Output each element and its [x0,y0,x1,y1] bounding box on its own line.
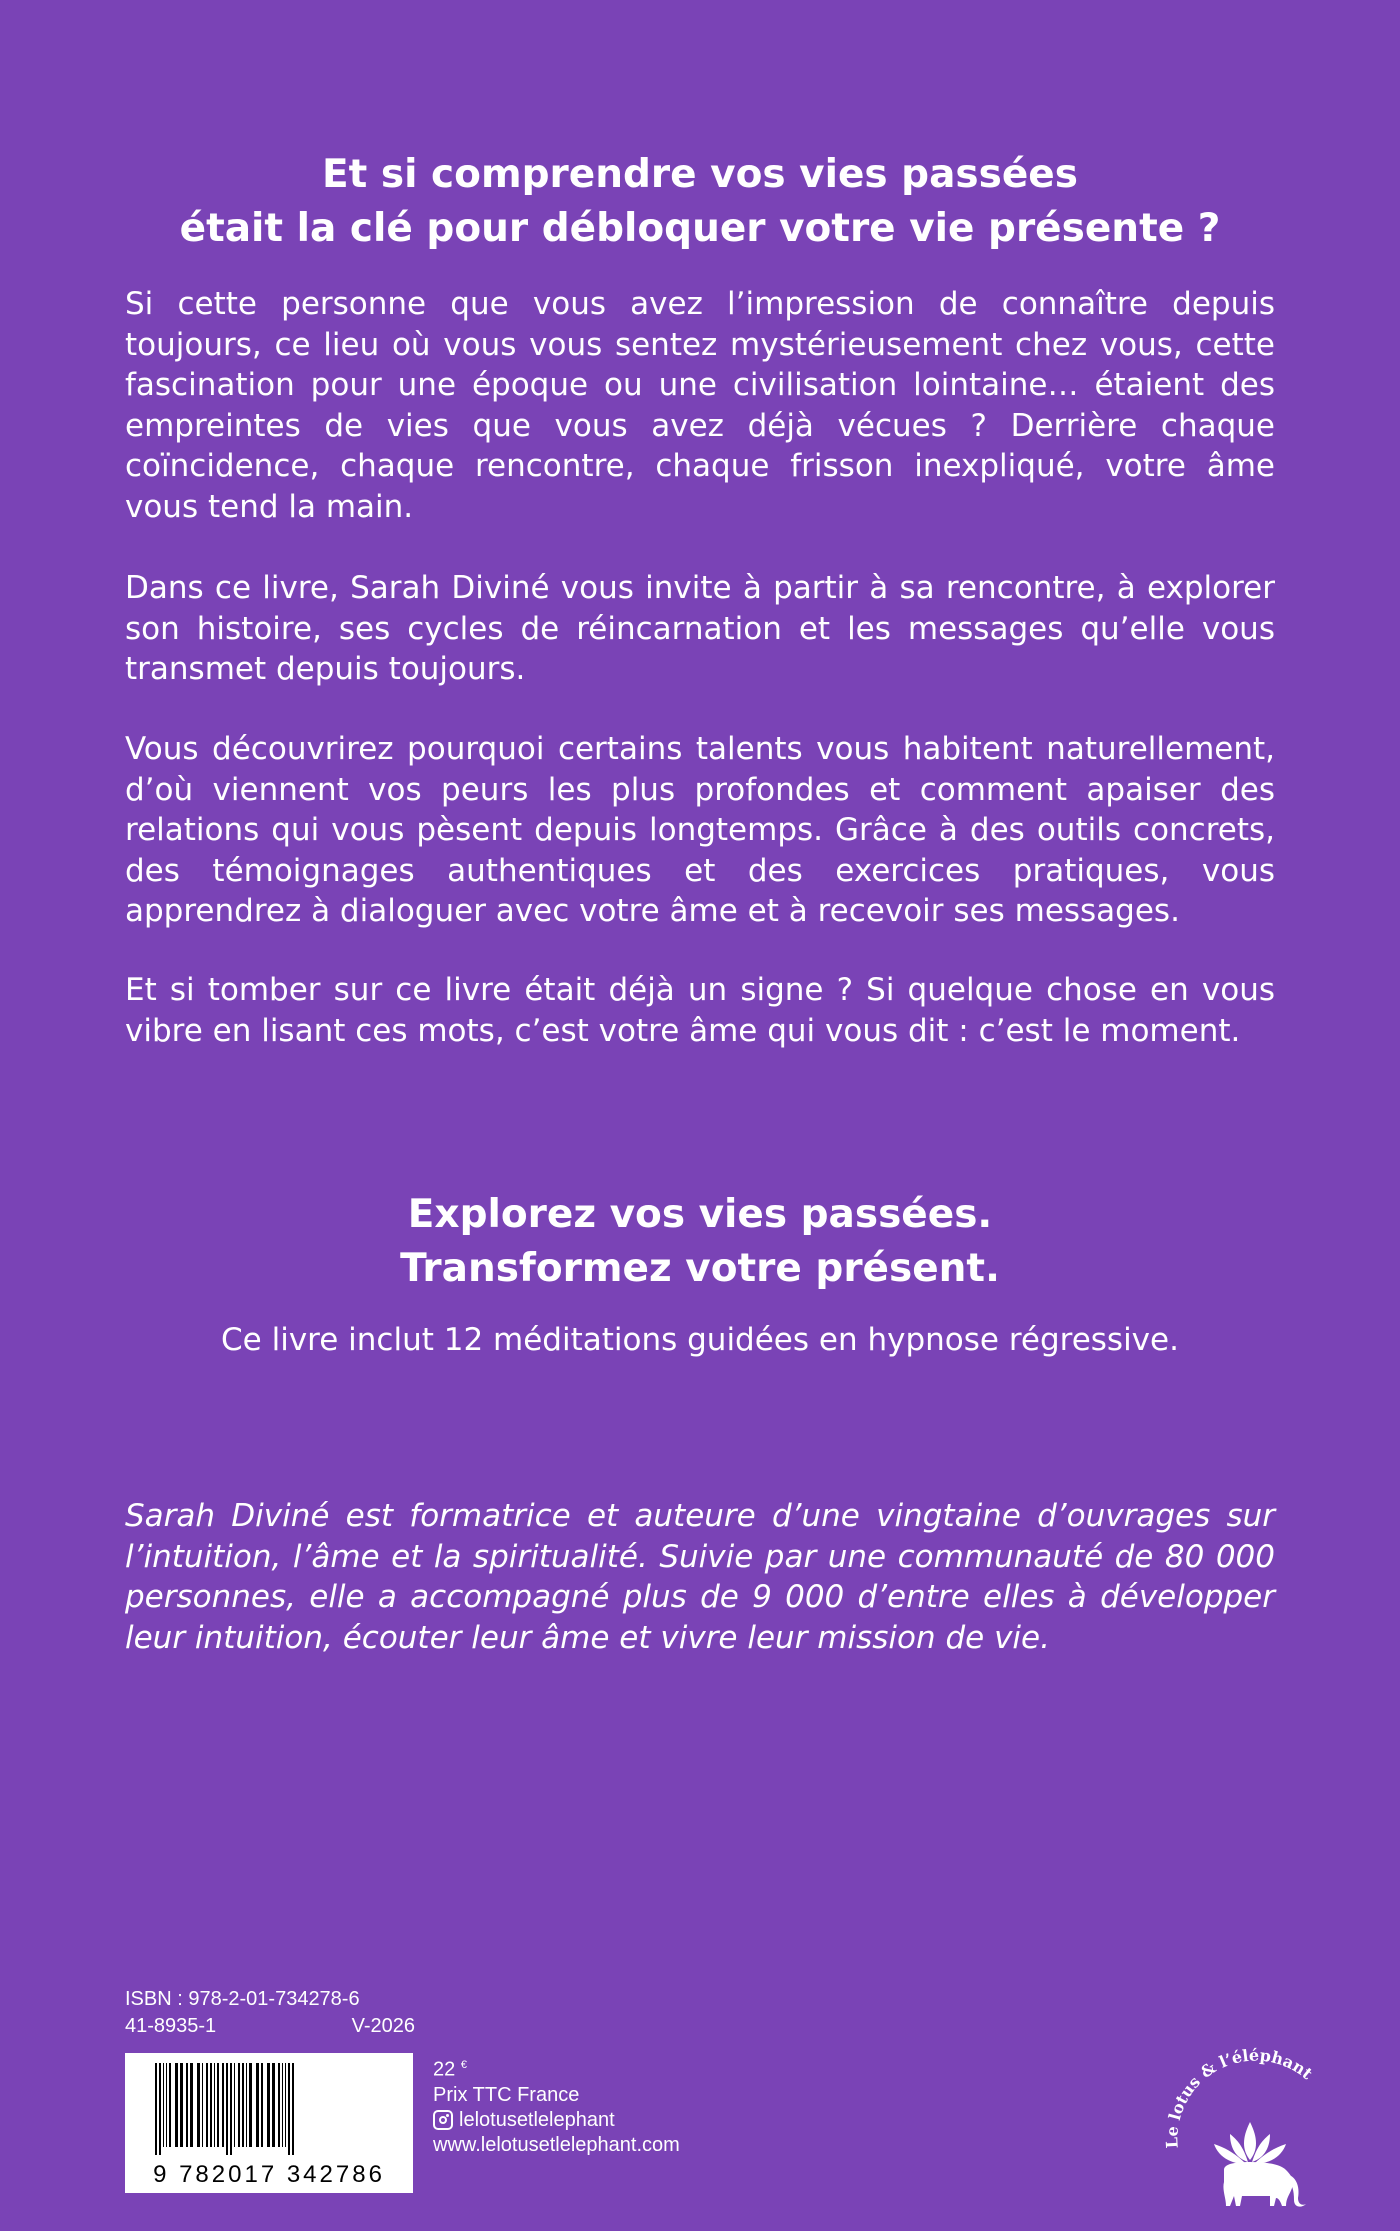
paragraph-sign: Et si tomber sur ce livre était déjà un signe ? Si quelque chose en vous vibre en lisant ces mots, c’est votre âme qui vous dit : c’est le moment. [125,972,1275,1049]
barcode-bar [180,2063,183,2147]
isbn-line: ISBN : 978-2-01-734278-6 [125,1988,360,2010]
barcode-bar [272,2063,275,2147]
logo-text-path: Le lotus & l’éléphant [1162,2045,1317,2149]
barcode-bar [278,2063,280,2147]
headline-line-2: était la clé pour débloquer votre vie présente ? [179,206,1221,251]
price-amount: 22 [433,2058,456,2081]
price [433,2053,680,2083]
barcode-bar [256,2063,259,2147]
barcode-bar [238,2063,240,2147]
barcode-bar [155,2063,157,2155]
logo-text [1162,2046,1316,2149]
barcode-bar [217,2063,219,2147]
instagram-handle[interactable]: lelotusetlelephant [459,2108,615,2131]
barcode-bar [197,2063,200,2147]
author-bio: Sarah Diviné est formatrice et auteure d’une vingtaine d’ouvrages sur l’intuition, l’âme et la spiritualité. Suivie par une communauté de 80 000 personnes, elle a accompagné plus de 9 000 d’entre elles à développer leur intuition, écouter leur âme et vivre leur mission de vie. [125,1498,1275,1656]
tagline [0,1188,1400,1296]
barcode-bars [155,2063,383,2155]
barcode-bar [214,2063,215,2147]
barcode-bar [234,2063,235,2147]
barcode-bar [249,2063,252,2147]
publisher-logo [1150,2030,1350,2220]
barcode-bar [246,2063,247,2147]
barcode-bar [230,2063,232,2155]
lotus-icon [1214,2122,1286,2164]
barcode-bar [210,2063,212,2147]
tagline-line-1: Explorez vos vies passées. [407,1192,993,1237]
isbn-block [125,1986,415,2040]
barcode-bar [222,2063,224,2147]
barcode-bar [169,2063,171,2147]
price-and-links [433,2053,680,2158]
barcode-bar [166,2063,167,2147]
barcode-bar [242,2063,244,2147]
headline [0,148,1400,256]
version-code: V-2026 [351,2015,415,2037]
barcode-bar [226,2063,228,2155]
tagline-line-2: Transformez votre présent. [400,1246,1000,1291]
paragraph-discover: Vous découvrirez pourquoi certains talents vous habitent naturellement, d’où viennent vos peurs les plus profondes et comment apaiser des relations qui vous pèsent depuis longtemps. Grâce à des outils concrets, des témoignages authentiques et des exercices pratiques, vous apprendrez à dialoguer avec votre âme et à recevoir ses messages. [125,731,1275,929]
price-label: Prix TTC France [433,2083,580,2106]
barcode-bar [292,2063,294,2155]
website-link[interactable]: www.lelotusetlelephant.com [433,2133,680,2156]
barcode-bar [261,2063,263,2147]
headline-line-1: Et si comprendre vos vies passées [322,152,1078,197]
barcode-bar [267,2063,270,2147]
barcode-bar [202,2063,203,2147]
elephant-icon [1223,2162,1306,2207]
barcode [125,2053,413,2193]
instagram-row[interactable] [433,2108,680,2133]
barcode-bar [285,2063,286,2147]
product-code: 41-8935-1 [125,2015,217,2037]
barcode-bar [190,2063,193,2147]
barcode-digits: 9 782017 342786 [153,2161,385,2188]
barcode-bar [282,2063,283,2147]
includes-note: Ce livre inclut 12 méditations guidées en hypnose régressive. [221,1322,1179,1358]
barcode-bar [186,2063,188,2147]
instagram-icon [433,2110,453,2130]
barcode-bar [206,2063,208,2147]
paragraph-intro: Si cette personne que vous avez l’impression de connaître depuis toujours, ce lieu où vous vous sentez mystérieusement chez vous, cette fascination pour une époque ou une civilisation lointaine… étaient des empreintes de vies que vous avez déjà vécues ? Derrière chaque coïncidence, chaque rencontre, chaque frisson inexpliqué, votre âme vous tend la main. [125,286,1275,525]
paragraph-invitation: Dans ce livre, Sarah Diviné vous invite à partir à sa rencontre, à explorer son histoire, ses cycles de réincarnation et les messages qu’elle vous transmet depuis toujours. [125,570,1275,687]
barcode-bar [175,2063,178,2147]
barcode-bar [159,2063,161,2155]
price-currency: € [460,2059,467,2071]
barcode-bar [288,2063,290,2155]
barcode-bar [163,2063,164,2147]
